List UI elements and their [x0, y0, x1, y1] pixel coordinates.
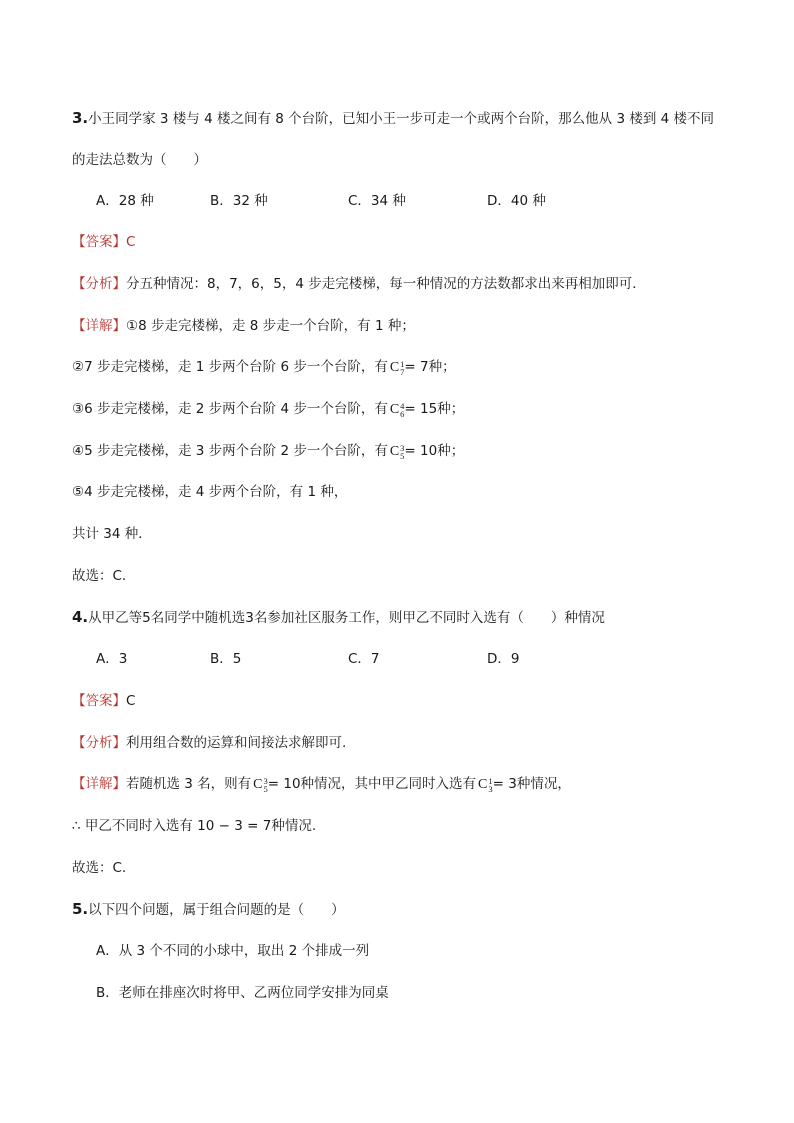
- q3-analysis-text: 分五种情况：8，7，6，5，4 步走完楼梯，每一种情况的方法数都求出来再相加即可．: [126, 276, 646, 292]
- combination-sup: 3: [400, 443, 405, 453]
- combination-sub: 5: [263, 784, 268, 794]
- q4-number: 4.: [72, 608, 89, 626]
- q4-option-c: C．7: [348, 651, 380, 667]
- q3-detail-tag: 【详解】: [72, 318, 126, 334]
- q4-answer-value: C: [126, 693, 136, 709]
- q4-options: [96, 649, 519, 669]
- q3-stem-line1: [72, 108, 714, 129]
- q4-detail-1-result: = 3种情况，: [492, 776, 571, 792]
- q3-option-b: B．32 种: [210, 193, 268, 209]
- q3-detail-1: [72, 316, 415, 336]
- q5-stem: [72, 899, 345, 920]
- q4-option-b: B．5: [210, 651, 242, 667]
- combination-symbol: C: [389, 360, 400, 375]
- q3-detail-3: [72, 399, 464, 420]
- q5-stem-text: 以下四个问题，属于组合问题的是（ ）: [88, 902, 345, 918]
- combination-sup: 4: [400, 401, 405, 411]
- combination-sup: 3: [263, 776, 268, 786]
- q5-number: 5.: [72, 900, 89, 918]
- q3-analysis-tag: 【分析】: [72, 276, 126, 292]
- q3-detail-3-result: = 15种；: [404, 401, 465, 417]
- combination-sub: 7: [400, 367, 405, 377]
- q3-detail-1-text: ①8 步走完楼梯，走 8 步走一个台阶，有 1 种；: [126, 318, 415, 334]
- q3-number: 3.: [72, 109, 89, 127]
- combination-symbol: C: [478, 777, 488, 792]
- q4-choose: 故选：C.: [72, 860, 127, 876]
- q3-detail-4: [72, 441, 464, 462]
- combination-symbol: C: [389, 444, 400, 459]
- q5-option-b: B．老师在排座次时将甲、乙两位同学安排为同桌: [96, 985, 389, 1001]
- q3-choose: 故选：C．: [72, 568, 136, 584]
- combination-formula: [390, 400, 405, 420]
- combination-sub: 5: [400, 451, 405, 461]
- q4-analysis-text: 利用组合数的运算和间接法求解即可.: [126, 735, 347, 751]
- q4-analysis-tag: 【分析】: [72, 735, 126, 751]
- combination-sup: 1: [488, 776, 493, 786]
- combination-symbol: C: [389, 402, 400, 417]
- q3-stem-line2: 的走法总数为（ ）: [72, 152, 207, 168]
- q4-option-d: D．9: [487, 651, 520, 667]
- q4-detail-1-text: 若随机选 3 名，则有: [126, 776, 252, 792]
- q3-option-a: A．28 种: [96, 193, 154, 209]
- q3-detail-2-result: = 7种；: [404, 359, 456, 375]
- combination-sub: 6: [400, 409, 405, 419]
- q3-detail-4-result: = 10种；: [404, 443, 465, 459]
- combination-formula: [253, 775, 268, 795]
- q3-options: [96, 191, 546, 211]
- combination-formula: [390, 358, 405, 378]
- q4-detail-2: ∴ 甲乙不同时入选有 10 − 3 = 7种情况.: [72, 818, 317, 834]
- q3-detail-3-text: ③6 步走完楼梯，走 2 步两个台阶 4 步一个台阶，有: [72, 401, 388, 417]
- q3-option-c: C．34 种: [348, 193, 406, 209]
- q3-total: 共计 34 种．: [72, 526, 152, 542]
- combination-sub: 3: [488, 784, 493, 794]
- q3-stem-text1: 小王同学家 3 楼与 4 楼之间有 8 个台阶，已知小王一步可走一个或两个台阶，那么他从 3 楼到 4 楼不同: [88, 111, 714, 127]
- q3-answer-value: C: [126, 234, 136, 250]
- q4-detail-1: [72, 774, 571, 795]
- q3-answer: [72, 232, 135, 252]
- q3-analysis: [72, 274, 646, 294]
- q3-detail-5: ⑤4 步走完楼梯，走 4 步两个台阶，有 1 种，: [72, 484, 348, 500]
- q4-analysis: [72, 733, 346, 753]
- q4-answer: [72, 691, 135, 711]
- q4-option-a: A．3: [96, 651, 128, 667]
- q4-answer-tag: 【答案】: [72, 693, 126, 709]
- combination-sup: 1: [400, 359, 405, 369]
- q5-option-a: A．从 3 个不同的小球中，取出 2 个排成一列: [96, 943, 370, 959]
- combination-symbol: C: [253, 777, 263, 792]
- q3-detail-4-text: ④5 步走完楼梯，走 3 步两个台阶 2 步一个台阶，有: [72, 443, 388, 459]
- combination-formula: [478, 775, 493, 795]
- combination-formula: [390, 442, 405, 462]
- q3-detail-2: [72, 357, 456, 378]
- q3-answer-tag: 【答案】: [72, 234, 126, 250]
- q3-option-d: D．40 种: [487, 193, 546, 209]
- q4-stem-text: 从甲乙等5名同学中随机选3名参加社区服务工作，则甲乙不同时入选有（ ）种情况: [88, 610, 605, 626]
- q4-stem: [72, 607, 605, 628]
- q3-detail-2-text: ②7 步走完楼梯，走 1 步两个台阶 6 步一个台阶，有: [72, 359, 388, 375]
- q4-detail-1-mid: = 10种情况，其中甲乙同时入选有: [267, 776, 477, 792]
- q4-detail-tag: 【详解】: [72, 776, 126, 792]
